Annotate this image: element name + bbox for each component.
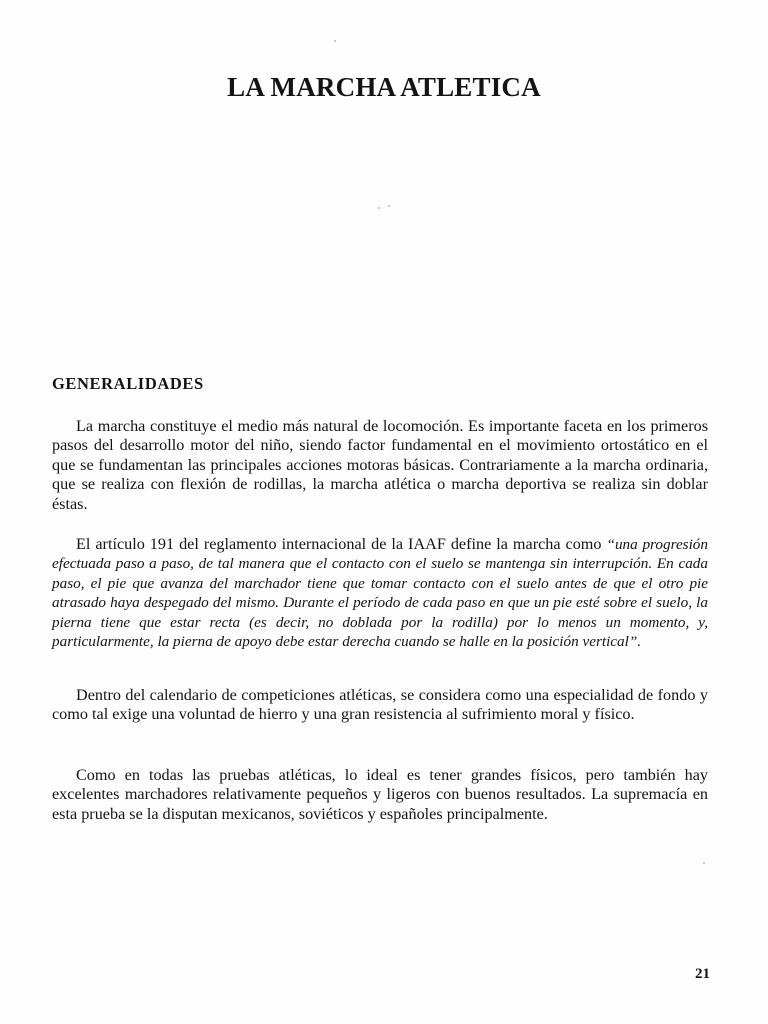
paragraph-2-quote: “una progresión efectuada paso a paso, de tal manera que el contacto con el suelo se mantenga sin interrupción. En cada paso, el pie que avanza del marchador tiene que tomar contacto con el suelo antes de que el otro pie atrasado haya despegado del mismo. Durante el período de cada paso en que un pie esté sobre el suelo, la pierna tiene que estar recta (es decir, no doblada por la rodilla) por lo menos un momento, y, particularmente, la pierna de apoyo debe estar derecha cuando se halle en la posición vertical”. xyxy=(52,536,708,651)
page-title: LA MARCHA ATLETICA xyxy=(227,72,541,102)
paragraph-3: Dentro del calendario de competiciones atléticas, se considera como una especialidad de fondo y como tal exige una voluntad de hierro y una gran resistencia al sufrimiento moral y físico. xyxy=(52,686,708,724)
paragraph-2 xyxy=(52,535,708,651)
paragraph-4: Como en todas las pruebas atléticas, lo ideal es tener grandes físicos, pero también hay excelentes marchadores relativamente pequeños y ligeros con buenos resultados. La supremacía en esta prueba se la disputan mexicanos, soviéticos y españoles principalmente. xyxy=(52,766,708,823)
scan-speck xyxy=(703,862,705,864)
section-heading: GENERALIDADES xyxy=(52,374,204,393)
page-number: 21 xyxy=(695,966,710,982)
scan-speck xyxy=(334,40,336,42)
paragraph-2-intro: El artículo 191 del reglamento internacional de la IAAF define la marcha como xyxy=(76,535,602,553)
paragraph-1: La marcha constituye el medio más natural de locomoción. Es importante faceta en los primeros pasos del desarrollo motor del niño, siendo factor fundamental en el movimiento ortostático en el que se fundamentan las principales acciones motoras básicas. Contrariamente a la marcha ordinaria, que se realiza con flexión de rodillas, la marcha atlética o marcha deportiva se realiza sin doblar éstas. xyxy=(52,417,708,513)
scan-speck xyxy=(378,207,380,209)
scan-speck xyxy=(388,205,390,207)
